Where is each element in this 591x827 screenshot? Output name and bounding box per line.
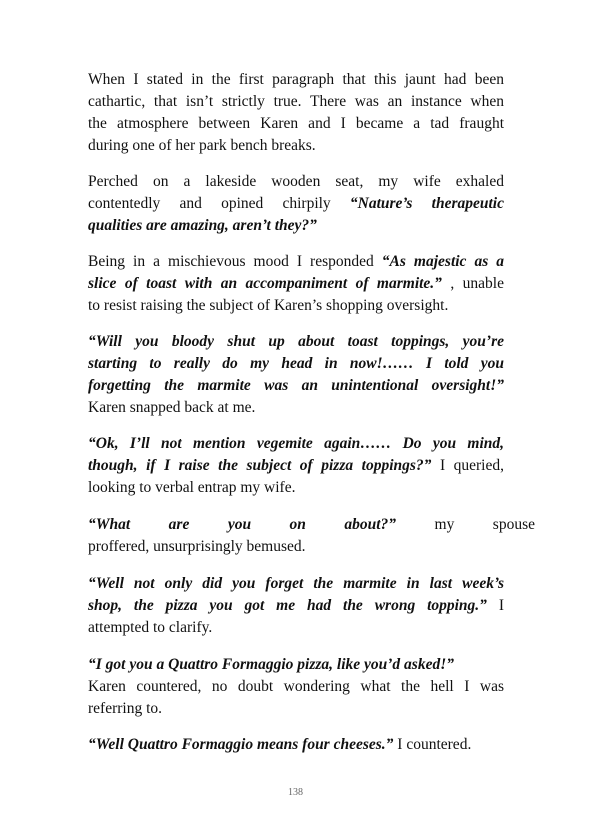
paragraph-2 xyxy=(88,171,504,237)
dialogue-text: “Nature’s therapeutic xyxy=(349,195,504,212)
dialogue-text: forgetting the marmite was an unintentional oversight!” xyxy=(88,377,504,394)
paragraph-4 xyxy=(88,331,504,419)
paragraph-8 xyxy=(88,654,504,720)
dialogue-text: shop, the pizza you got me had the wrong topping.” xyxy=(88,597,487,614)
dialogue-text: “I got you a Quattro Formaggio pizza, like you’d asked!” xyxy=(88,656,454,673)
text-line xyxy=(88,193,504,215)
text-line: looking to verbal entrap my wife. xyxy=(88,479,296,496)
text-line xyxy=(88,514,535,536)
text-line: When I stated in the first paragraph that this jaunt had been xyxy=(88,71,504,88)
paragraph-6 xyxy=(88,514,535,558)
dialogue-text: though, if I raise the subject of pizza toppings?” xyxy=(88,457,432,474)
dialogue-text: “Well not only did you forget the marmite in last week’s xyxy=(88,575,504,592)
paragraph-1 xyxy=(88,69,504,157)
narration-text: contentedly and opined chirpily xyxy=(88,195,350,212)
paragraph-9 xyxy=(88,734,504,756)
paragraph-7 xyxy=(88,573,504,639)
text-line: the atmosphere between Karen and I became a tad fraught xyxy=(88,115,504,132)
dialogue-text: “Will you bloody shut up about toast toppings, you’re xyxy=(88,333,504,350)
dialogue-text: “Ok, I’ll not mention vegemite again…… Do you mind, xyxy=(88,435,504,452)
narration-text: , unable xyxy=(441,275,504,292)
text-line xyxy=(88,455,504,477)
text-line xyxy=(88,734,504,756)
dialogue-text: qualities are amazing, aren’t they?” xyxy=(88,217,317,234)
text-line: Karen snapped back at me. xyxy=(88,399,256,416)
narration-text: Being in a mischievous mood I responded xyxy=(88,253,382,270)
dialogue-text: starting to really do my head in now!…… I told you xyxy=(88,355,504,372)
dialogue-text: slice of toast with an accompaniment of marmite.” xyxy=(88,275,442,292)
text-line xyxy=(88,251,504,273)
narration-text: my spouse xyxy=(396,516,536,533)
text-line xyxy=(88,273,504,295)
paragraph-5 xyxy=(88,433,504,499)
text-line: proffered, unsurprisingly bemused. xyxy=(88,538,306,555)
paragraph-3 xyxy=(88,251,504,317)
narration-text: I countered. xyxy=(393,736,472,753)
text-line: referring to. xyxy=(88,700,163,717)
dialogue-text: “Well Quattro Formaggio means four cheeses.” xyxy=(88,736,394,753)
text-line: Karen countered, no doubt wondering what the hell I was xyxy=(88,678,504,695)
text-line: to resist raising the subject of Karen’s shopping oversight. xyxy=(88,297,449,314)
text-line: Perched on a lakeside wooden seat, my wife exhaled xyxy=(88,173,504,190)
page-number: 138 xyxy=(288,787,303,798)
text-line: attempted to clarify. xyxy=(88,619,213,636)
narration-text: I xyxy=(486,597,504,614)
text-line: during one of her park bench breaks. xyxy=(88,137,316,154)
text-line: cathartic, that isn’t strictly true. There was an instance when xyxy=(88,93,504,110)
dialogue-text: “What are you on about?” xyxy=(88,516,397,533)
narration-text: I queried, xyxy=(431,457,504,474)
text-line xyxy=(88,595,504,617)
dialogue-text: “As majestic as a xyxy=(381,253,505,270)
